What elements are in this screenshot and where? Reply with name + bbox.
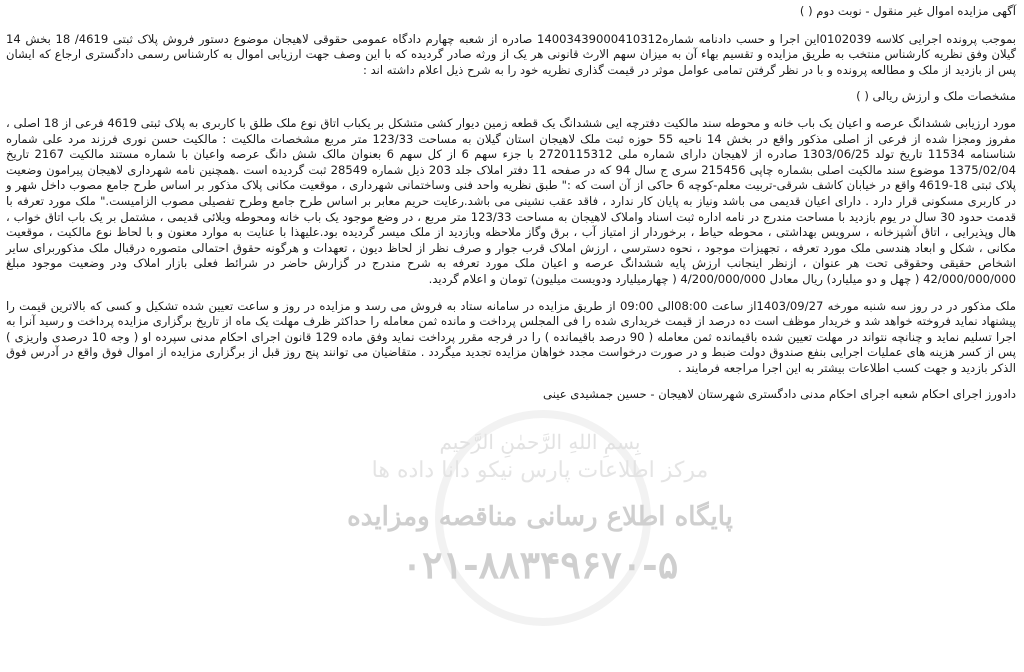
watermark-line-1: بِسمِ اللهِ الرَّحمٰنِ الرَّحیم — [439, 430, 641, 454]
watermark-emblem — [435, 410, 651, 626]
intro-paragraph: بموجب پرونده اجرایی کلاسه 0102039این اجرا و حسب دادنامه شماره14003439000410312 صادره از شعبه چهارم دادگاه عمومی حقوقی لاهیجان موضوع دستور فروش پلاک ثبتی 4619/ 18 بخش 14 گیلان وفق نظریه کارشناس منتخب به طریق مزایده و تقسیم بهاء آن به میزان سهم الارث قانونی هر یک از ورثه صادر گردیده که با این وصف جهت ارزیابی اموال به کارشناس رسمی دادگستری ارجاع که ایشان پس از بازدید از ملک و مطالعه پرونده و با در نظر گرفتن تمامی عوامل موثر در قیمت گذاری نظریه خود را به شرح ذیل اعلام داشته اند : — [6, 31, 1017, 77]
notice-title: آگهی مزایده اموال غیر منقول - نوبت دوم ( ) — [799, 4, 1016, 18]
auction-terms-paragraph: ملک مذکور در در روز سه شنبه مورخه 1403/09/27از ساعت 08:00الی 09:00 از طریق مزایده در سامانه ستاد به فروش می رسد و مزایده در روز و ساعت تعیین شده تشکیل و کسی که بالاترین قیمت را پیشنهاد نماید فروخته خواهد شد و خریدار موظف است ده درصد از قیمت خریداری شده را فی المجلس پرداخت و مانده ثمن معامله را حداکثر ظرف مهلت یک ماه از تاریخ برگزاری مزایده پرداخت و رسید آنرا به اجرا تسلیم نماید و چنانچه نتواند در مهلت تعیین شده باقیمانده ثمن معامله ( 90 درصد باقیمانده ) را در فرجه مقرر پرداخت نماید وفق ماده 129 قانون اجرای احکام مدنی سپرده او ( وجه 10 درصدی واریزی ) پس از کسر هزینه های عملیات اجرایی بنفع صندوق دولت ضبط و در صورت درخواست مجدد خواهان مزایده تجدید میگردد . متقاضیان می توانند پنج روز قبل از برگزاری مزایده از اموال فوق واقع در آدرس فوق الذکر بازدید و جهت کسب اطلاعات بیشتر به این اجرا مراجعه فرمایند . — [6, 298, 1017, 375]
watermark-line-2: مرکز اطلاعات پارس نیکو دانا داده ها — [371, 458, 709, 483]
property-subheading: مشخصات ملک و ارزش ریالی ( ) — [856, 89, 1016, 104]
auction-notice — [6, 4, 1016, 414]
property-description-paragraph: مورد ارزیابی ششدانگ عرصه و اعیان یک باب خانه و محوطه سند مالکیت دفترچه ایی ششدانگ یک قطعه زمین دیوار کشی متشکل بر یکباب اتاق نوع ملک طلق با کاربری به پلاک ثبتی 4619 فرعی از 18 اصلی ، مفروز ومجزا شده از فرعی از اصلی مذکور واقع در بخش 14 ناحیه 55 حوزه ثبت ملک لاهیجان استان گیلان به مساحت 123/33 متر مربع مشخصات مالکیت : مالکیت حسن نوری فرزند مرد علی شماره شناسنامه 11534 تاریخ تولد 1303/06/25 صادره از لاهیجان دارای شماره ملی 2720115312 با جزء سهم 6 از کل سهم 6 بعنوان مالک شش دانگ عرصه واعیان با شماره مستند مالکیت 2167 تاریخ 1375/02/04 موضوع سند مالکیت اصلی بشماره چاپی 215456 سری ج سال 94 که در صفحه 11 دفتر املاک جلد 203 ذیل شماره 28549 ثبت گردیده است .همچنین نامه شهرداری لاهیجان پیرامون وضعیت پلاک ثبتی 18-4619 واقع در خیابان کاشف شرقی-تربیت معلم-کوچه 6 حاکی از آن است که :" طبق نظریه واحد فنی وساختمانی شهرداری ، موقعیت مکانی پلاک مذکور بر اساس طرح جامع مصوب داخل شهر و در کاربری مسکونی قرار دارد . دارای اعیان قدیمی می باشد ونیاز به پایان کار ندارد ، فاقد عقب نشینی می باشد.رعایت حریم معابر بر اساس طرح جامع وطرح تفصیلی مصوب الزامیست." ملک مورد تعرفه با قدمت حدود 30 سال در یوم بازدید با مساحت مندرج در نامه اداره ثبت اسناد واملاک لاهیجان به مساحت 123/33 متر مربع ، در وضع موجود یک باب خانه ومحوطه ویلائی قدیمی ، مشتمل بر یک باب اتاق خواب ، هال وپذیرایی ، اتاق آشپزخانه ، سرویس بهداشتی ، محوطه حیاط ، برخوردار از امتیاز آب ، برق وگاز ملاحظه وبازدید از ملک میسر گردیده بود.علیهذا با عنایت به موارد معنون و با لحاظ نوع مالکیت ، موقعیت مکانی ، شکل و ابعاد هندسی ملک مورد تعرفه ، تجهیزات موجود ، نحوه دسترسی ، ارزش املاک قرب جوار و صرف نظر از لحاظ دیون ، تعهدات و هرگونه حقوق احتمالی متصوره درقبال ملک مذکوربرای سایر اشخاص حقیقی وحقوقی تحت هر عنوان ، ازنظر اینجانب ارزش پایه ششدانگ عرصه و اعیان ملک مورد تعرفه به شرح مندرج در گزارش حاضر در شرائط فعلی بازار املاک ودر وضعیت موجود مبلغ 42/000/000/000 ( چهل و دو میلیارد) ریال معادل 4/200/000/000 ( چهارمیلیارد ودویست میلیون) تومان و اعلام گردید. — [6, 115, 1017, 286]
watermark — [340, 430, 740, 660]
watermark-line-3: پایگاه اطلاع رسانی مناقصه ومزایده — [347, 502, 733, 532]
watermark-phone: ۰۲۱-۸۸۳۴۹۶۷۰-۵ — [401, 542, 679, 587]
signature-line: دادورز اجرای احکام شعبه اجرای احکام مدنی دادگستری شهرستان لاهیجان - حسین جمشیدی عینی — [543, 387, 1016, 402]
